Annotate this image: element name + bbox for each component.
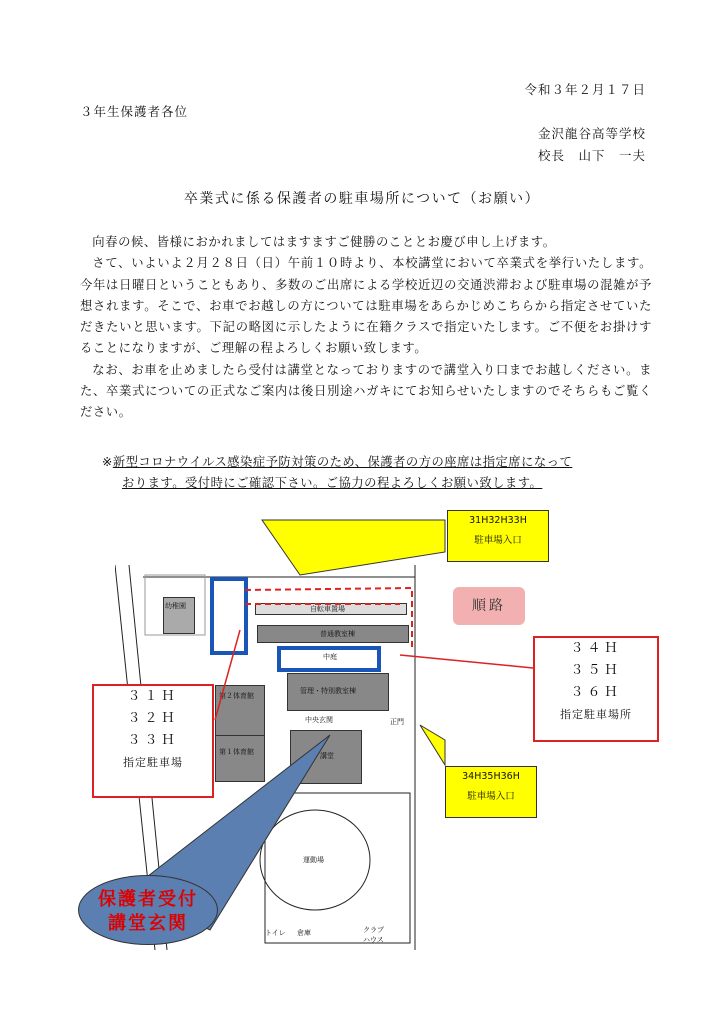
parking-34-36-callout xyxy=(533,636,659,742)
route-label-box: 順路 xyxy=(453,587,525,625)
class-33: ３３Ｈ xyxy=(127,733,179,748)
paragraph-reception: なお、お車を止めましたら受付は講堂となっておりますので講堂入り口までお越しください。また、卒業式についての正式なご案内は後日別途ハガキにてお知らせいたしますのでそちらもご覧ください。 xyxy=(80,362,652,420)
central-entrance-label: 中央玄関 xyxy=(305,716,333,724)
auditorium-label: 講堂 xyxy=(320,752,334,760)
parking-34-36-label: 指定駐車場所 xyxy=(560,708,632,721)
class-35: ３５Ｈ xyxy=(570,663,622,678)
courtyard-label: 中庭 xyxy=(323,653,337,661)
reception-line-2: 講堂玄関 xyxy=(108,913,188,934)
entrance-34-36-callout xyxy=(445,766,537,818)
parking-31-33-label: 指定駐車場 xyxy=(123,756,183,769)
note-line-2: おります。受付時にご確認下さい。ご協力の程よろしくお願い致します。 xyxy=(122,476,543,490)
entrance-31-33-callout xyxy=(447,510,549,562)
note-line-1: 新型コロナウイルス感染症予防対策のため、保護者の方の座席は指定席になって xyxy=(112,455,573,469)
clubhouse-label: クラブハウス xyxy=(363,926,384,944)
document-date: 令和３年２月１７日 xyxy=(524,82,646,97)
warehouse-label: 倉庫 xyxy=(297,929,311,937)
document-title: 卒業式に係る保護者の駐車場所について（お願い） xyxy=(183,191,541,207)
entrance-31-33-classes: 31H32H33H xyxy=(469,515,527,526)
second-gym-label: 第２体育館 xyxy=(219,692,254,700)
class-34: ３４Ｈ xyxy=(570,641,622,656)
entrance-31-33-label: 駐車場入口 xyxy=(474,535,522,546)
classroom-label: 普通教室棟 xyxy=(320,630,355,638)
principal-name: 校長 山下 一夫 xyxy=(537,148,646,163)
class-32: ３２Ｈ xyxy=(127,711,179,726)
field-label: 運動場 xyxy=(303,856,324,864)
main-gate-label: 正門 xyxy=(390,718,404,726)
class-31: ３１Ｈ xyxy=(127,689,179,704)
addressee: ３年生保護者各位 xyxy=(80,104,189,119)
toilet-label: トイレ xyxy=(265,929,286,937)
note-mark: ※ xyxy=(102,455,113,469)
entrance-34-36-label: 駐車場入口 xyxy=(467,791,515,802)
paragraph-main: さて、いよいよ２月２８日（日）午前１０時より、本校講堂において卒業式を挙行いたします。今年は日曜日ということもあり、多数のご出席による学校近辺の交通渋滞および駐車場の混雑が予想されます。そこで、お車でお越しの方については駐車場をあらかじめこちらから指定させていただきたいと思います。下記の略図に示したように在籍クラスで指定いたします。ご不便をお掛けすることになりますが、ご理解の程よろしくお願い致します。 xyxy=(80,256,652,356)
class-36: ３６Ｈ xyxy=(570,685,622,700)
bicycle-label: 自転車置場 xyxy=(310,605,345,613)
reception-line-1: 保護者受付 xyxy=(98,889,198,910)
paragraph-greeting: 向春の候、皆様におかれましてはますますご健勝のこととお慶び申し上げます。 xyxy=(92,235,556,249)
admin-label: 管理・特別教室棟 xyxy=(300,687,356,695)
reception-callout xyxy=(78,875,218,945)
parking-31-33-callout xyxy=(92,684,214,798)
entrance-34-36-classes: 34H35H36H xyxy=(462,771,520,782)
kindergarten-label: 幼稚園 xyxy=(165,602,186,610)
first-gym-label: 第１体育館 xyxy=(219,748,254,756)
school-name: 金沢龍谷高等学校 xyxy=(537,126,646,141)
